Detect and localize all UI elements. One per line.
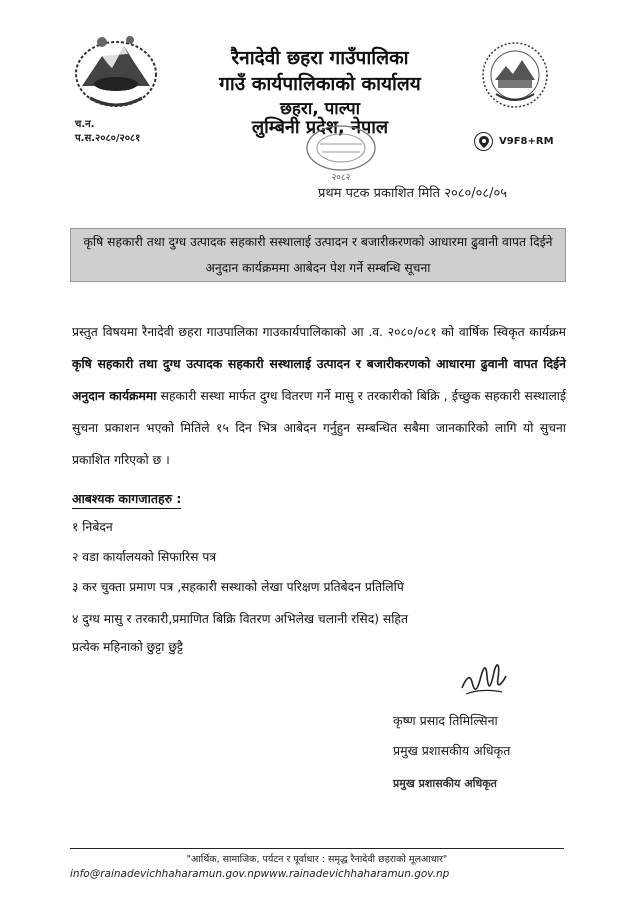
org-name: रैनादेवी छहरा गाउँपालिका [231,47,409,69]
office-address: छहरा, पाल्पा [279,99,361,119]
requirement-item: प्रत्येक महिनाको छुट्टा छुट्टै [72,640,184,654]
title-stamp: प्रमुख प्रशासकीय अधिकृत [393,777,497,790]
body-details: सहकारी सस्था मार्फत दुग्ध वितरण गर्ने मासु र तरकारीको बिक्रि , ईच्छुक सहकारी सस्थालाई सुचना प्रकाशन भएको मितिले १५ दिन भित्र आबेदन गर्नुहुन सम्बन्धित सबैमा जानकारिको लागि यो सुचना प्रकाशित गरिएको छ । [72,389,566,467]
province-name: लुम्बिनी प्रदेश, नेपाल [251,117,389,138]
reference-numbers [75,118,140,146]
plus-code-text: V9F8+RM [499,136,554,147]
notice-body [72,316,566,476]
stamp-number: २०८२ [331,173,351,183]
dispatch-number-label: च.न. [75,119,95,130]
footer-motto: "आर्थिक, सामाजिक, पर्यटन र पूर्वाधार : समृद्ध रैनादेवी छहराको मूलआधार" [186,854,448,865]
map-pin-icon [474,132,493,151]
requirement-item: २ वडा कार्यालयको सिफारिस पत्र [72,550,217,564]
requirement-item: ४ दुग्ध मासु र तरकारी,प्रमाणित बिक्रि वितरण अभिलेख चलानी रसिद) सहित [72,612,408,626]
requirement-item: ३ कर चुक्ता प्रमाण पत्र ,सहकारी सस्थाको लेखा परिक्षण प्रतिबेदन प्रतिलिपि [72,580,404,594]
government-emblem-logo [72,28,160,110]
body-program-name: कृषि सहकारी तथा दुग्ध उत्पादक सहकारी सस्थालाई उत्पादन र बजारीकरणको आधारमा ढुवानी वापत दिईने अनुदान कार्यक्रममा [72,357,566,403]
handwritten-signature [452,654,512,704]
footer-divider [70,848,564,849]
signatory-name: कृष्ण प्रसाद तिमिल्सिना [393,713,498,728]
office-name: गाउँ कार्यपालिकाको कार्यालय [219,73,421,95]
requirements-heading: आबश्यक कागजातहरु : [72,490,181,509]
requirement-item: १ निबेदन [72,520,113,534]
location-code [474,132,554,151]
footer-contact: info@rainadevichhaharamun.gov.npwww.rainadevichhaharamun.gov.np [70,868,450,880]
notice-subject: कृषि सहकारी तथा दुग्ध उत्पादक सहकारी सस्थालाई उत्पादन र बजारीकरणको आधारमा ढुवानी वापत दिईने अनुदान कार्यक्रममा आबेदन पेश गर्ने सम्बन्धि सूचना [70,228,566,282]
municipality-logo [480,40,550,110]
body-intro: प्रस्तुत विषयमा रैनादेवी छहरा गाउपालिका गाउकार्यपालिकाको आ .व. २०८०/०८१ को वार्षिक स्विकृत कार्यक्रम [72,325,566,339]
published-date: प्रथम पटक प्रकाशित मिति २०८०/०८/०५ [318,186,508,201]
letter-number-label: प.स.२०८०/२०८१ [75,133,141,144]
office-stamp [300,122,382,184]
signatory-title: प्रमुख प्रशासकीय अधिकृत [393,743,511,758]
